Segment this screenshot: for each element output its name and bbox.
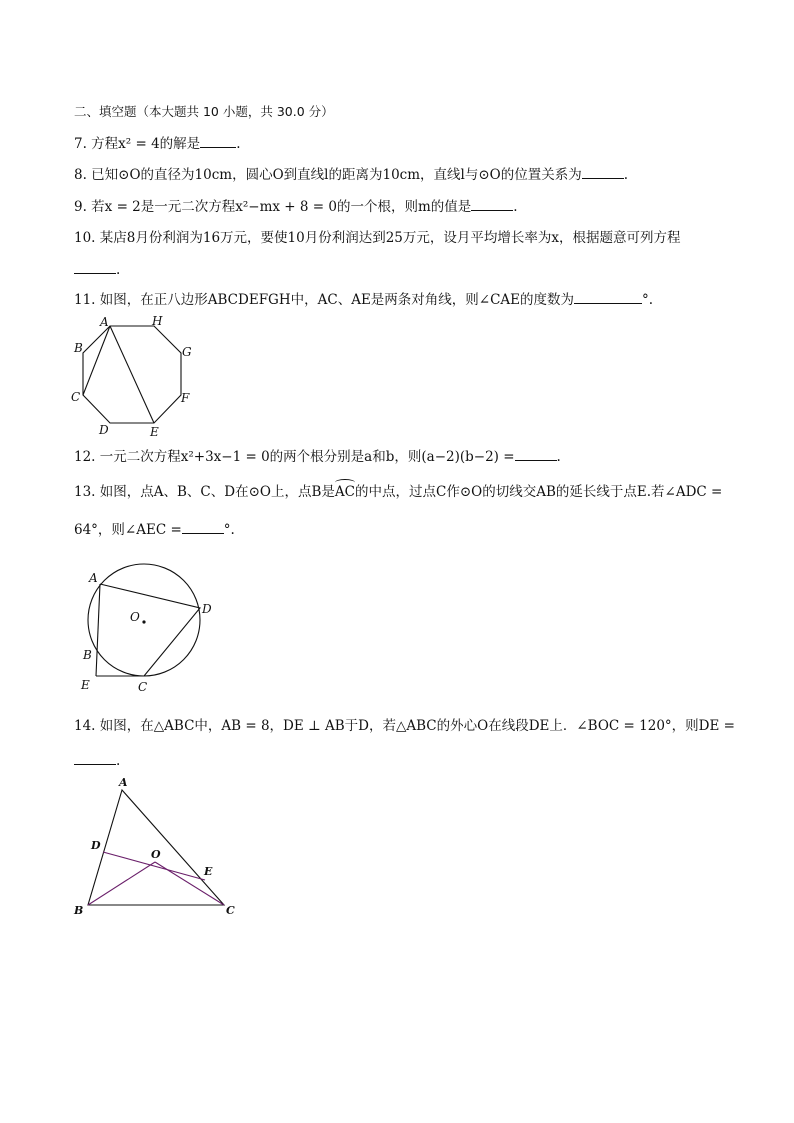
- label-c: C: [71, 390, 81, 404]
- answer-blank[interactable]: [582, 164, 624, 179]
- diagonal-ac: [83, 326, 110, 395]
- label-a: A: [119, 776, 128, 789]
- question-9: [74, 196, 518, 217]
- label-o: O: [151, 848, 161, 861]
- line-ae: [96, 584, 100, 676]
- question-9-tail: .: [513, 199, 518, 215]
- question-7: [74, 133, 240, 154]
- answer-blank[interactable]: [515, 446, 557, 461]
- label-f: F: [181, 391, 190, 405]
- label-c: C: [138, 680, 148, 694]
- label-b: B: [83, 648, 92, 662]
- question-11: [74, 289, 653, 310]
- question-8-tail: .: [623, 167, 629, 183]
- label-c: C: [226, 904, 235, 917]
- label-e: E: [150, 425, 159, 439]
- chords-adc: [100, 584, 200, 676]
- question-12: [74, 446, 561, 467]
- section-title: 二、填空题（本大题共 10 小题，共 30.0 分）: [74, 104, 334, 119]
- arc-ac-notation: AC: [334, 484, 355, 500]
- label-h: H: [152, 314, 163, 328]
- answer-blank[interactable]: [74, 750, 116, 765]
- question-14-answer-line: [74, 750, 120, 771]
- label-a: A: [89, 571, 98, 585]
- label-d: D: [202, 602, 212, 616]
- answer-blank[interactable]: [74, 259, 116, 274]
- label-d: D: [91, 839, 101, 852]
- question-10-tail: .: [116, 262, 121, 278]
- segment-bo: [88, 862, 155, 905]
- label-e: E: [204, 865, 213, 878]
- question-12-tail: .: [556, 449, 561, 465]
- question-9-text: 9. 若x = 2是一元二次方程x²−mx + 8 = 0的一个根，则m的值是: [74, 199, 472, 215]
- question-7-text: 7. 方程x² = 4的解是: [74, 136, 201, 152]
- question-14: 14. 如图，在△ABC中，AB = 8，DE ⊥ AB于D，若△ABC的外心O在线段DE上．∠BOC = 120°，则DE =: [74, 718, 735, 734]
- diagonal-ae: [110, 326, 154, 423]
- question-11-text: 11. 如图，在正八边形ABCDEFGH中，AC、AE是两条对角线，则∠CAE的度数为: [74, 292, 575, 308]
- question-7-tail: .: [236, 136, 241, 152]
- answer-blank[interactable]: [182, 519, 224, 534]
- question-14-tail: .: [116, 753, 121, 769]
- label-o: O: [130, 610, 140, 624]
- label-d: D: [99, 423, 109, 437]
- question-13-line-2: [74, 519, 235, 540]
- label-a: A: [100, 315, 109, 329]
- question-13-text-c: 64°，则∠AEC =: [74, 522, 182, 538]
- label-b: B: [74, 904, 84, 917]
- question-13-tail: °.: [223, 522, 235, 538]
- answer-blank[interactable]: [574, 289, 642, 304]
- question-10-answer-line: [74, 259, 120, 280]
- octagon-figure: [62, 310, 202, 445]
- question-10: 10. 某店8月份利润为16万元，要使10月份利润达到25万元，设月平均增长率为x，根据题意可列方程: [74, 230, 681, 246]
- question-12-text: 12. 一元二次方程x²+3x−1 = 0的两个根分别是a和b，则(a−2)(b−2) =: [74, 449, 515, 465]
- question-8: [74, 164, 628, 185]
- question-8-text: 8. 已知⊙O的直径为10cm，圆心O到直线l的距离为10cm，直线l与⊙O的位置关系为: [74, 167, 582, 183]
- label-e: E: [81, 678, 90, 692]
- question-13-text-a: 13. 如图，点A、B、C、D在⊙O上，点B是: [74, 484, 335, 500]
- center-point: [142, 620, 145, 623]
- question-11-tail: °.: [642, 292, 654, 308]
- triangle-figure: [70, 772, 250, 922]
- answer-blank[interactable]: [200, 133, 236, 148]
- segment-oc: [155, 862, 224, 905]
- answer-blank[interactable]: [471, 196, 513, 211]
- label-g: G: [182, 345, 192, 359]
- label-b: B: [74, 341, 83, 355]
- question-13-text-b: 的中点，过点C作⊙O的切线交AB的延长线于点E.若∠ADC =: [354, 484, 723, 500]
- question-13: [74, 482, 722, 502]
- circle-figure: [74, 560, 224, 700]
- circle-o: [88, 564, 200, 676]
